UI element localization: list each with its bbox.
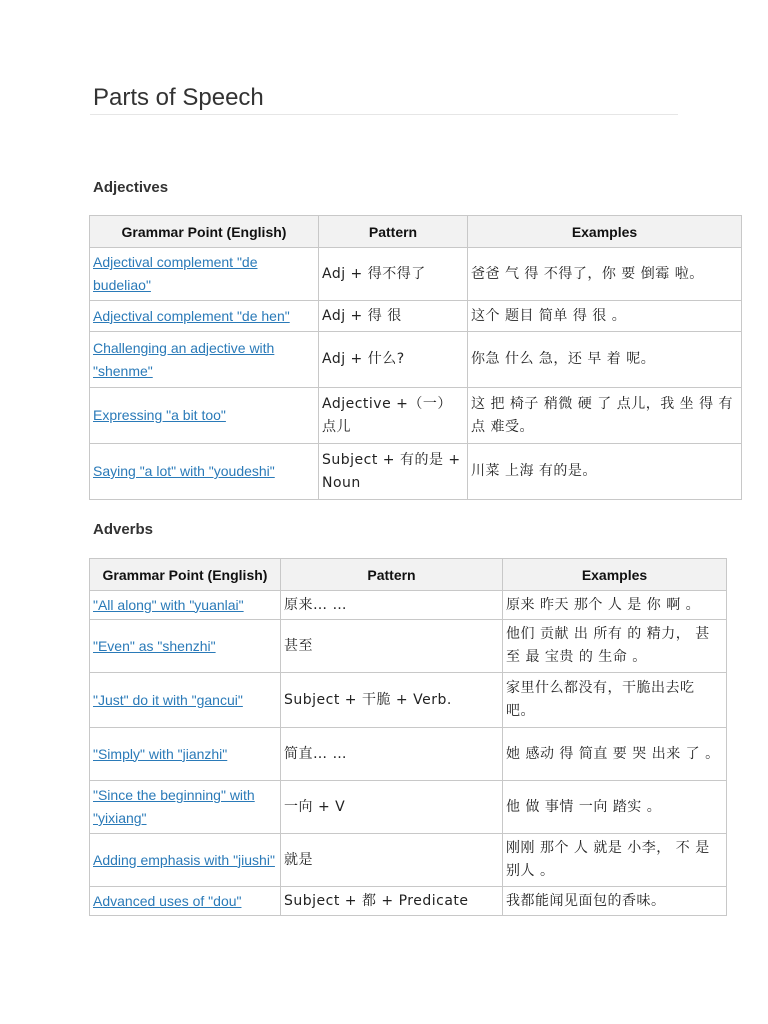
example-cell: 刚刚 那个 人 就是 小李， 不 是 别人 。 [503, 834, 727, 887]
table-row [90, 332, 742, 388]
pattern-cell: Subject + 都 + Predicate [281, 887, 503, 916]
column-header-pattern: Pattern [281, 559, 503, 591]
grammar-point-cell [90, 887, 281, 916]
example-cell: 他 做 事情 一向 踏实 。 [503, 781, 727, 834]
example-cell: 她 感动 得 简直 要 哭 出来 了 。 [503, 728, 727, 781]
section-heading-adverbs: Adverbs [93, 521, 154, 538]
example-cell: 他们 贡献 出 所有 的 精力， 甚至 最 宝贵 的 生命 。 [503, 620, 727, 673]
pattern-cell: Adj + 什么? [319, 332, 468, 388]
table-row [90, 620, 727, 673]
table-header-row [90, 216, 742, 248]
table-row [90, 887, 727, 916]
grammar-point-cell [90, 591, 281, 620]
grammar-point-link[interactable]: "Since the beginning" with "yixiang" [93, 787, 255, 826]
pattern-cell: Adjective +（一）点儿 [319, 388, 468, 444]
grammar-point-cell [90, 301, 319, 332]
example-cell: 这 把 椅子 稍微 硬 了 点儿，我 坐 得 有点 难受。 [468, 388, 742, 444]
grammar-point-link[interactable]: Adjectival complement "de budeliao" [93, 254, 258, 293]
pattern-cell: 简直… … [281, 728, 503, 781]
adjectives-table [89, 215, 742, 500]
grammar-point-cell [90, 620, 281, 673]
table-row [90, 728, 727, 781]
grammar-point-link[interactable]: Saying "a lot" with "youdeshi" [93, 463, 275, 479]
example-cell: 我都能闻见面包的香味。 [503, 887, 727, 916]
grammar-point-link[interactable]: "Even" as "shenzhi" [93, 637, 216, 654]
table-row [90, 301, 742, 332]
pattern-cell: 原来… … [281, 591, 503, 620]
pattern-cell: 甚至 [281, 620, 503, 673]
grammar-point-cell [90, 444, 319, 500]
pattern-cell: Subject + 干脆 + Verb. [281, 673, 503, 728]
example-cell: 爸爸 气 得 不得了，你 要 倒霉 啦。 [468, 248, 742, 301]
grammar-point-cell [90, 332, 319, 388]
grammar-point-cell [90, 673, 281, 728]
grammar-point-link[interactable]: "Simply" with "jianzhi" [93, 745, 228, 762]
grammar-point-link[interactable]: Expressing "a bit too" [93, 407, 226, 423]
column-header-pattern: Pattern [319, 216, 468, 248]
pattern-cell: 就是 [281, 834, 503, 887]
grammar-point-cell [90, 248, 319, 301]
example-cell: 这个 题目 简单 得 很 。 [468, 301, 742, 332]
page-title: Parts of Speech [93, 84, 264, 111]
example-cell: 你急 什么 急，还 早 着 呢。 [468, 332, 742, 388]
table-row [90, 834, 727, 887]
example-cell: 川菜 上海 有的是。 [468, 444, 742, 500]
column-header-examples: Examples [468, 216, 742, 248]
grammar-point-cell [90, 781, 281, 834]
grammar-point-cell [90, 834, 281, 887]
example-cell: 原来 昨天 那个 人 是 你 啊 。 [503, 591, 727, 620]
pattern-cell: Adj + 得不得了 [319, 248, 468, 301]
grammar-point-link[interactable]: "Just" do it with "gancui" [93, 691, 243, 708]
adverbs-table [89, 558, 727, 916]
section-heading-adjectives: Adjectives [93, 179, 169, 196]
column-header-examples: Examples [503, 559, 727, 591]
table-header-row [90, 559, 727, 591]
title-divider [90, 114, 678, 115]
column-header-grammar-point: Grammar Point (English) [90, 216, 319, 248]
grammar-point-link[interactable]: Advanced uses of "dou" [93, 892, 242, 909]
table-row [90, 248, 742, 301]
table-row [90, 673, 727, 728]
table-row [90, 388, 742, 444]
grammar-point-link[interactable]: Challenging an adjective with "shenme" [93, 339, 275, 379]
column-header-grammar-point: Grammar Point (English) [90, 559, 281, 591]
pattern-cell: 一向 + V [281, 781, 503, 834]
example-cell: 家里什么都没有，干脆出去吃吧。 [503, 673, 727, 728]
grammar-point-cell [90, 728, 281, 781]
pattern-cell: Adj + 得 很 [319, 301, 468, 332]
grammar-point-cell [90, 388, 319, 444]
table-row [90, 591, 727, 620]
grammar-point-link[interactable]: Adjectival complement "de hen" [93, 307, 290, 324]
table-row [90, 444, 742, 500]
grammar-point-link[interactable]: Adding emphasis with "jiushi" [93, 851, 275, 868]
grammar-point-link[interactable]: "All along" with "yuanlai" [93, 596, 244, 613]
pattern-cell: Subject + 有的是 + Noun [319, 444, 468, 500]
table-row [90, 781, 727, 834]
